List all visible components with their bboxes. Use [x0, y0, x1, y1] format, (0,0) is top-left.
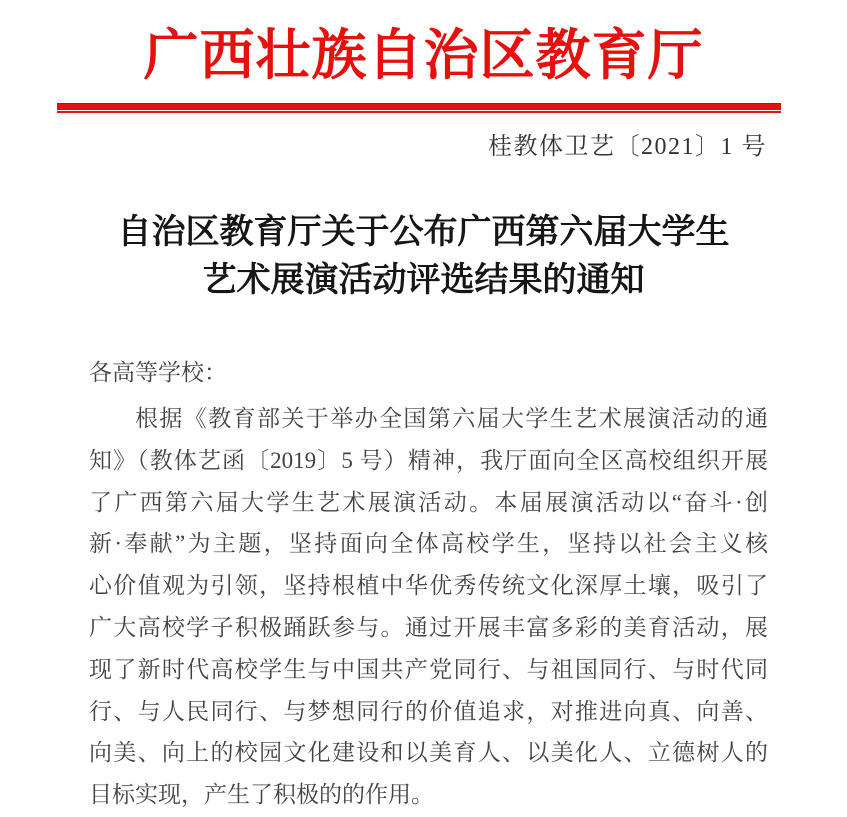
body-line: 向美、向上的校园文化建设和以美育人、以美化人、立德树人的 — [89, 740, 768, 766]
document-title — [0, 209, 847, 305]
separator-thin-bar — [57, 111, 781, 113]
document-title-line1: 自治区教育厅关于公布广西第六届大学生 — [117, 214, 730, 251]
body-line: 知》（教体艺函〔2019〕5 号）精神，我厅面向全区高校组织开展 — [89, 447, 768, 473]
document-title-line2: 艺术展演活动评选结果的通知 — [202, 262, 645, 299]
salutation: 各高等学校： — [89, 360, 227, 385]
letterhead-separator-line — [57, 103, 781, 112]
body-line: 新·奉献”为主题，坚持面向全体高校学生，坚持以社会主义核 — [89, 531, 768, 557]
body-line: 心价值观为引领，坚持根植中华优秀传统文化深厚土壤，吸引了 — [89, 573, 768, 599]
body-line: 根据《教育部关于举办全国第六届大学生艺术展演活动的通 — [135, 406, 768, 431]
document-body — [89, 352, 768, 816]
document-reference-number: 桂教体卫艺〔2021〕1 号 — [488, 134, 767, 160]
separator-thick-bar — [57, 103, 781, 110]
body-line: 目标实现，产生了积极的的作用。 — [89, 782, 434, 808]
agency-letterhead-title: 广西壮族自治区教育厅 — [143, 25, 704, 86]
body-line: 现了新时代高校学生与中国共产党同行、与祖国同行、与时代同 — [89, 656, 768, 682]
body-line: 广大高校学子积极踊跃参与。通过开展丰富多彩的美育活动，展 — [89, 614, 768, 640]
body-line: 行、与人民同行、与梦想同行的价值追求，对推进向真、向善、 — [89, 698, 768, 724]
body-line: 了广西第六届大学生艺术展演活动。本届展演活动以“奋斗·创 — [89, 489, 768, 515]
